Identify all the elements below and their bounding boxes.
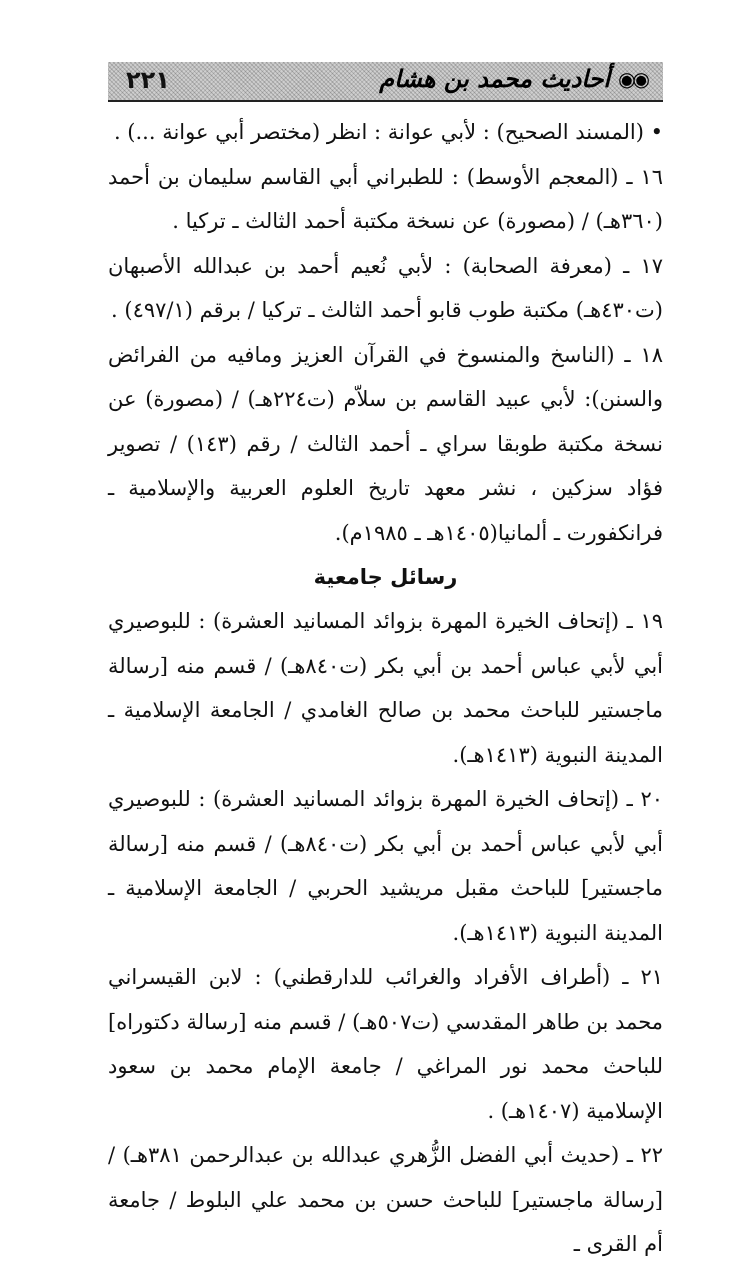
running-title-group — [379, 65, 647, 93]
double-circle-ornament-icon: ◉◉ — [618, 67, 647, 91]
running-title: أحاديث محمد بن هشام — [379, 65, 611, 93]
entry-musnad-sahih: • (المسند الصحيح) : لأبي عوانة : انظر (مختصر أبي عوانة ...) . — [113, 120, 663, 144]
page-header — [108, 62, 663, 102]
entry-19: ١٩ ـ (إتحاف الخيرة المهرة بزوائد المسانيد العشرة) : للبوصيري أبي لأبي عباس أحمد بن أبي بكر (ت٨٤٠هـ) / قسم منه [رسالة ماجستير للباحث محمد بن صالح الغامدي / الجامعة الإسلامية ـ المدينة النبوية (١٤١٣هـ). — [108, 609, 663, 767]
page-number: ٢٢١ — [126, 66, 170, 94]
page-body — [108, 110, 663, 1267]
entry-18: ١٨ ـ (الناسخ والمنسوخ في القرآن العزيز ومافيه من الفرائض والسنن): لأبي عبيد القاسم بن سلاّم (ت٢٢٤هـ) / (مصورة) عن نسخة مكتبة طوبقا سراي ـ أحمد الثالث / رقم (١٤٣) / تصوير فؤاد سزكين ، نشر معهد تاريخ العلوم العربية والإسلامية ـ فرانكفورت ـ ألمانيا(١٤٠٥هـ ـ ١٩٨٥م). — [108, 342, 663, 545]
entry-17: ١٧ ـ (معرفة الصحابة) : لأبي نُعيم أحمد بن عبدالله الأصبهان (ت٤٣٠هـ) مكتبة طوب قابو أحمد الثالث ـ تركيا / برقم (٤٩٧/١) . — [108, 253, 663, 322]
entry-20: ٢٠ ـ (إتحاف الخيرة المهرة بزوائد المسانيد العشرة) : للبوصيري أبي لأبي عباس أحمد بن أبي بكر (ت٨٤٠هـ) / قسم منه [رسالة ماجستير] للباحث مقبل مريشيد الحربي / الجامعة الإسلامية ـ المدينة النبوية (١٤١٣هـ). — [108, 787, 663, 945]
entry-22: ٢٢ ـ (حديث أبي الفضل الزُّهري عبدالله بن عبدالرحمن ٣٨١هـ) / [رسالة ماجستير] للباحث حسن بن محمد علي البلوط / جامعة أم القرى ـ — [108, 1143, 664, 1256]
entry-21: ٢١ ـ (أطراف الأفراد والغرائب للدارقطني) : لابن القيسراني محمد بن طاهر المقدسي (ت٥٠٧هـ) / قسم منه [رسالة دكتوراه] للباحث محمد نور المراغي / جامعة الإمام محمد بن سعود الإسلامية (١٤٠٧هـ) . — [108, 965, 663, 1123]
entry-16: ١٦ ـ (المعجم الأوسط) : للطبراني أبي القاسم سليمان بن أحمد (٣٦٠هـ) / (مصورة) عن نسخة مكتبة أحمد الثالث ـ تركيا . — [108, 164, 663, 233]
section-heading: رسائل جامعية — [313, 565, 458, 589]
